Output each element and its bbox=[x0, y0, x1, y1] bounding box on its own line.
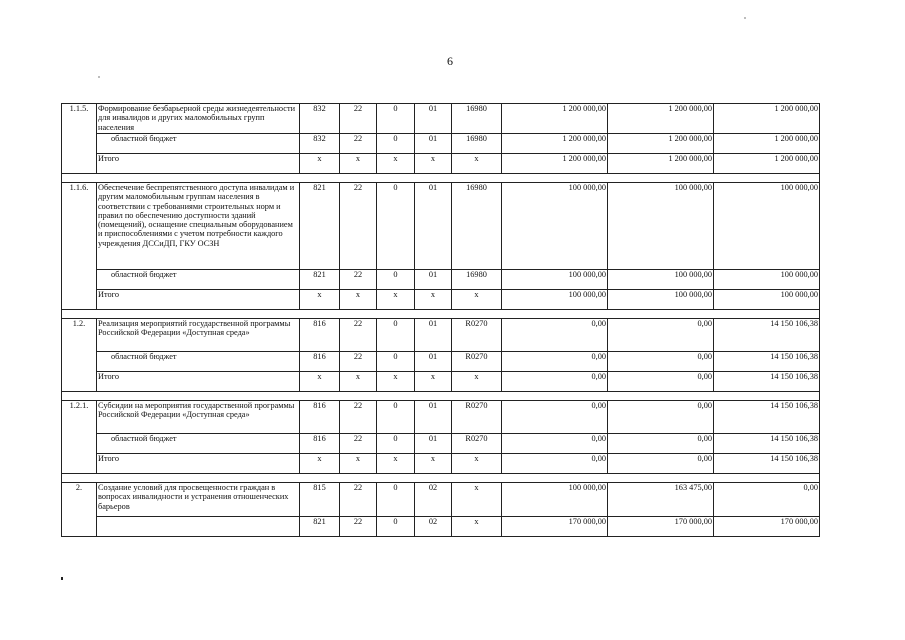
code-cell: 816 bbox=[300, 401, 340, 434]
code-cell: х bbox=[300, 154, 340, 174]
code-cell: х bbox=[452, 517, 502, 537]
amount-cell: 0,00 bbox=[608, 434, 714, 454]
spacer-row bbox=[62, 474, 820, 483]
code-cell: 22 bbox=[340, 352, 377, 372]
table-row bbox=[62, 372, 820, 392]
item-number-cell: 1.1.6. bbox=[62, 183, 97, 270]
amount-cell: 100 000,00 bbox=[608, 183, 714, 270]
code-cell: х bbox=[340, 454, 377, 474]
amount-cell: 14 150 106,38 bbox=[714, 319, 820, 352]
code-cell: 01 bbox=[415, 352, 452, 372]
scan-speck bbox=[98, 76, 100, 78]
item-name-cell: Итого bbox=[97, 454, 300, 474]
item-name-cell: Итого bbox=[97, 154, 300, 174]
amount-cell: 1 200 000,00 bbox=[608, 104, 714, 134]
code-cell: 22 bbox=[340, 401, 377, 434]
item-number-cell: 1.1.5. bbox=[62, 104, 97, 134]
item-name-cell: областной бюджет bbox=[97, 434, 300, 454]
amount-cell: 100 000,00 bbox=[714, 270, 820, 290]
amount-cell: 1 200 000,00 bbox=[714, 104, 820, 134]
item-number-cell bbox=[62, 270, 97, 290]
code-cell: 832 bbox=[300, 134, 340, 154]
code-cell: 816 bbox=[300, 319, 340, 352]
code-cell: 22 bbox=[340, 134, 377, 154]
code-cell: 816 bbox=[300, 434, 340, 454]
code-cell: 16980 bbox=[452, 270, 502, 290]
amount-cell: 100 000,00 bbox=[608, 270, 714, 290]
table-row bbox=[62, 319, 820, 352]
code-cell: х bbox=[340, 290, 377, 310]
amount-cell: 100 000,00 bbox=[608, 290, 714, 310]
code-cell: 0 bbox=[377, 352, 415, 372]
code-cell: 0 bbox=[377, 517, 415, 537]
amount-cell: 1 200 000,00 bbox=[714, 154, 820, 174]
item-name-cell: Субсидии на мероприятия государственной программы Российской Федерации «Доступная среда» bbox=[97, 401, 300, 434]
amount-cell: 100 000,00 bbox=[714, 183, 820, 270]
amount-cell: 1 200 000,00 bbox=[714, 134, 820, 154]
spacer-row bbox=[62, 310, 820, 319]
amount-cell: 14 150 106,38 bbox=[714, 352, 820, 372]
amount-cell: 1 200 000,00 bbox=[502, 134, 608, 154]
code-cell: х bbox=[415, 290, 452, 310]
table-row bbox=[62, 454, 820, 474]
code-cell: х bbox=[377, 290, 415, 310]
item-name-cell bbox=[97, 517, 300, 537]
amount-cell: 0,00 bbox=[502, 319, 608, 352]
table-row bbox=[62, 104, 820, 134]
amount-cell: 0,00 bbox=[502, 372, 608, 392]
item-number-cell bbox=[62, 154, 97, 174]
amount-cell: 14 150 106,38 bbox=[714, 434, 820, 454]
amount-cell: 100 000,00 bbox=[502, 270, 608, 290]
code-cell: R0270 bbox=[452, 434, 502, 454]
code-cell: 0 bbox=[377, 401, 415, 434]
amount-cell: 0,00 bbox=[502, 454, 608, 474]
amount-cell: 0,00 bbox=[608, 319, 714, 352]
item-name-cell: Итого bbox=[97, 372, 300, 392]
code-cell: 01 bbox=[415, 134, 452, 154]
spacer-row bbox=[62, 174, 820, 183]
table-end-mark bbox=[61, 577, 63, 580]
code-cell: R0270 bbox=[452, 319, 502, 352]
amount-cell: 0,00 bbox=[502, 434, 608, 454]
item-number-cell bbox=[62, 134, 97, 154]
code-cell: 01 bbox=[415, 270, 452, 290]
table-row bbox=[62, 483, 820, 517]
table-row bbox=[62, 517, 820, 537]
code-cell: х bbox=[452, 372, 502, 392]
item-name-cell: областной бюджет bbox=[97, 352, 300, 372]
item-name-cell: областной бюджет bbox=[97, 270, 300, 290]
item-name-cell: Создание условий для просвещенности граждан в вопросах инвалидности и устранения отношенческих барьеров bbox=[97, 483, 300, 517]
item-number-cell: 1.2.1. bbox=[62, 401, 97, 434]
code-cell: х bbox=[452, 454, 502, 474]
code-cell: 0 bbox=[377, 483, 415, 517]
code-cell: 22 bbox=[340, 270, 377, 290]
code-cell: х bbox=[300, 454, 340, 474]
item-number-cell bbox=[62, 290, 97, 310]
code-cell: 821 bbox=[300, 517, 340, 537]
amount-cell: 0,00 bbox=[608, 401, 714, 434]
code-cell: R0270 bbox=[452, 401, 502, 434]
item-name-cell: Формирование безбарьерной среды жизнедеятельности для инвалидов и других маломобильных групп населения bbox=[97, 104, 300, 134]
code-cell: 832 bbox=[300, 104, 340, 134]
table-row bbox=[62, 401, 820, 434]
code-cell: 0 bbox=[377, 270, 415, 290]
spacer-row bbox=[62, 392, 820, 401]
code-cell: 0 bbox=[377, 104, 415, 134]
code-cell: 0 bbox=[377, 434, 415, 454]
amount-cell: 1 200 000,00 bbox=[502, 104, 608, 134]
amount-cell: 163 475,00 bbox=[608, 483, 714, 517]
item-number-cell bbox=[62, 454, 97, 474]
code-cell: х bbox=[452, 483, 502, 517]
code-cell: 16980 bbox=[452, 104, 502, 134]
code-cell: 01 bbox=[415, 319, 452, 352]
code-cell: х bbox=[340, 372, 377, 392]
amount-cell: 1 200 000,00 bbox=[502, 154, 608, 174]
code-cell: 01 bbox=[415, 434, 452, 454]
code-cell: 22 bbox=[340, 183, 377, 270]
amount-cell: 0,00 bbox=[714, 483, 820, 517]
table-row bbox=[62, 270, 820, 290]
code-cell: х bbox=[377, 154, 415, 174]
code-cell: х bbox=[377, 372, 415, 392]
item-number-cell bbox=[62, 434, 97, 454]
amount-cell: 100 000,00 bbox=[714, 290, 820, 310]
code-cell: 22 bbox=[340, 517, 377, 537]
table-row bbox=[62, 134, 820, 154]
amount-cell: 0,00 bbox=[502, 352, 608, 372]
amount-cell: 100 000,00 bbox=[502, 483, 608, 517]
amount-cell: 0,00 bbox=[502, 401, 608, 434]
code-cell: х bbox=[452, 154, 502, 174]
code-cell: 22 bbox=[340, 434, 377, 454]
amount-cell: 100 000,00 bbox=[502, 290, 608, 310]
code-cell: х bbox=[377, 454, 415, 474]
item-number-cell: 2. bbox=[62, 483, 97, 517]
code-cell: 821 bbox=[300, 270, 340, 290]
code-cell: х bbox=[415, 154, 452, 174]
code-cell: 02 bbox=[415, 517, 452, 537]
item-name-cell: областной бюджет bbox=[97, 134, 300, 154]
code-cell: 22 bbox=[340, 483, 377, 517]
amount-cell: 100 000,00 bbox=[502, 183, 608, 270]
code-cell: х bbox=[300, 290, 340, 310]
item-number-cell bbox=[62, 352, 97, 372]
code-cell: 16980 bbox=[452, 183, 502, 270]
table-row bbox=[62, 434, 820, 454]
page-number: 6 bbox=[447, 54, 453, 68]
code-cell: 02 bbox=[415, 483, 452, 517]
amount-cell: 170 000,00 bbox=[608, 517, 714, 537]
code-cell: х bbox=[452, 290, 502, 310]
item-number-cell bbox=[62, 372, 97, 392]
table-row bbox=[62, 290, 820, 310]
table-row bbox=[62, 352, 820, 372]
item-name-cell: Итого bbox=[97, 290, 300, 310]
code-cell: 0 bbox=[377, 134, 415, 154]
item-number-cell: 1.2. bbox=[62, 319, 97, 352]
amount-cell: 0,00 bbox=[608, 352, 714, 372]
code-cell: х bbox=[415, 454, 452, 474]
budget-table bbox=[61, 103, 820, 537]
amount-cell: 170 000,00 bbox=[714, 517, 820, 537]
code-cell: х bbox=[340, 154, 377, 174]
code-cell: 16980 bbox=[452, 134, 502, 154]
table-row bbox=[62, 183, 820, 270]
code-cell: 0 bbox=[377, 319, 415, 352]
scan-speck bbox=[744, 17, 746, 19]
amount-cell: 0,00 bbox=[608, 454, 714, 474]
code-cell: R0270 bbox=[452, 352, 502, 372]
code-cell: 01 bbox=[415, 183, 452, 270]
amount-cell: 170 000,00 bbox=[502, 517, 608, 537]
code-cell: 01 bbox=[415, 401, 452, 434]
code-cell: 01 bbox=[415, 104, 452, 134]
amount-cell: 1 200 000,00 bbox=[608, 154, 714, 174]
amount-cell: 0,00 bbox=[608, 372, 714, 392]
amount-cell: 1 200 000,00 bbox=[608, 134, 714, 154]
code-cell: 22 bbox=[340, 319, 377, 352]
code-cell: 22 bbox=[340, 104, 377, 134]
code-cell: 815 bbox=[300, 483, 340, 517]
code-cell: х bbox=[300, 372, 340, 392]
amount-cell: 14 150 106,38 bbox=[714, 372, 820, 392]
code-cell: 816 bbox=[300, 352, 340, 372]
code-cell: 821 bbox=[300, 183, 340, 270]
amount-cell: 14 150 106,38 bbox=[714, 401, 820, 434]
item-number-cell bbox=[62, 517, 97, 537]
table-row bbox=[62, 154, 820, 174]
item-name-cell: Обеспечение беспрепятственного доступа инвалидам и другим маломобильным группам населения в соответствии с требованиями строительных норм и правил по обеспечению доступности зданий (помещений), оснащение специальным оборудованием и приспособлениями с учетом потребности каждого учреждения ДССиДП, ГКУ ОСЗН bbox=[97, 183, 300, 270]
code-cell: х bbox=[415, 372, 452, 392]
code-cell: 0 bbox=[377, 183, 415, 270]
item-name-cell: Реализация мероприятий государственной программы Российской Федерации «Доступная среда» bbox=[97, 319, 300, 352]
amount-cell: 14 150 106,38 bbox=[714, 454, 820, 474]
